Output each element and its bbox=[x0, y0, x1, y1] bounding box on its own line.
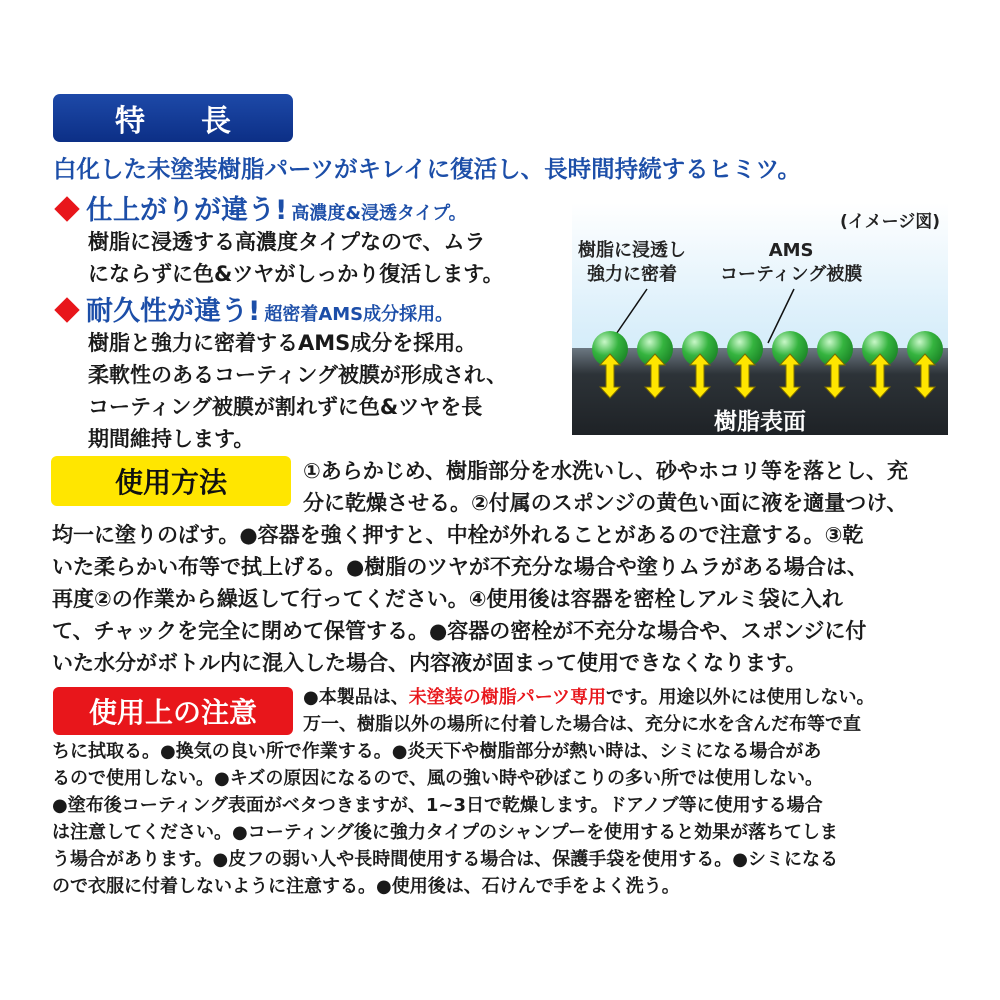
label-right-line: コーティング被膜 bbox=[720, 264, 863, 285]
double-arrow-icon bbox=[734, 353, 756, 399]
caution-badge: 使用上の注意 bbox=[53, 687, 293, 735]
usage-line: いた水分がボトル内に混入した場合、内容液が固まって使用できなくなります。 bbox=[52, 651, 807, 675]
point-2-subtitle: 超密着AMS成分採用。 bbox=[264, 304, 454, 325]
caution-first-line bbox=[303, 684, 875, 711]
caution-first-pre: ●本製品は、 bbox=[303, 687, 409, 708]
point-1-line: にならずに色&ツヤがしっかり復活します。 bbox=[88, 262, 504, 286]
label-left-line: 樹脂に浸透し bbox=[578, 240, 686, 261]
caution-line: う場合があります。●皮フの弱い人や長時間使用する場合は、保護手袋を使用する。●シミになる bbox=[52, 849, 838, 870]
label-right-line: AMS bbox=[768, 240, 814, 261]
tagline: 白化した未塗装樹脂パーツがキレイに復活し、長時間持続するヒミツ。 bbox=[53, 155, 802, 183]
point-1-heading bbox=[86, 188, 467, 227]
caution-line: は注意してください。●コーティング後に強力タイプのシャンプーを使用すると効果が落ちてしま bbox=[52, 822, 838, 843]
point-2-line: 樹脂と強力に密着するAMS成分を採用。 bbox=[88, 331, 477, 355]
usage-badge: 使用方法 bbox=[51, 456, 291, 506]
double-arrow-icon bbox=[914, 353, 936, 399]
point-2-line: 期間維持します。 bbox=[88, 427, 255, 451]
usage-line: て、チャックを完全に閉めて保管する。●容器の密栓が不充分な場合や、スポンジに付 bbox=[52, 619, 867, 643]
caution-first-post: です。用途以外には使用しない。 bbox=[606, 687, 875, 708]
double-arrow-icon bbox=[644, 353, 666, 399]
caution-highlight: 未塗装の樹脂パーツ専用 bbox=[408, 687, 606, 708]
point-1-body bbox=[88, 226, 504, 290]
double-arrow-icon bbox=[869, 353, 891, 399]
double-arrow-icon bbox=[689, 353, 711, 399]
point-2-line: 柔軟性のあるコーティング被膜が形成され、 bbox=[88, 363, 508, 387]
caution-line: 万一、樹脂以外の場所に付着した場合は、充分に水を含んだ布等で直 bbox=[303, 714, 861, 735]
caution-line: ちに拭取る。●換気の良い所で作業する。●炎天下や樹脂部分が熱い時は、シミになる場合があ bbox=[52, 741, 822, 762]
point-2-line: コーティング被膜が割れずに色&ツヤを長 bbox=[88, 395, 483, 419]
double-arrow-icon bbox=[599, 353, 621, 399]
point-1-subtitle: 高濃度&浸透タイプ。 bbox=[291, 203, 467, 224]
resin-surface-label: 樹脂表面 bbox=[714, 409, 806, 435]
caution-line: ●塗布後コーティング表面がベタつきますが、1~3日で乾燥します。ドアノブ等に使用する場合 bbox=[52, 795, 823, 816]
feature-badge: 特長 bbox=[53, 94, 293, 142]
usage-line: 分に乾燥させる。②付属のスポンジの黄色い面に液を適量つけ、 bbox=[303, 491, 908, 515]
double-arrow-icon bbox=[824, 353, 846, 399]
diamond-bullet-icon bbox=[54, 297, 79, 322]
point-2-heading bbox=[86, 289, 453, 328]
coating-illustration bbox=[572, 203, 948, 435]
point-2-body bbox=[88, 327, 507, 455]
usage-line: 再度②の作業から繰返して行ってください。④使用後は容器を密栓しアルミ袋に入れ bbox=[52, 587, 843, 611]
label-left-line: 強力に密着 bbox=[587, 264, 677, 285]
caution-line: ので衣服に付着しないように注意する。●使用後は、石けんで手をよく洗う。 bbox=[52, 876, 680, 897]
illustration-caption: (イメージ図) bbox=[839, 212, 940, 232]
caution-line: るので使用しない。●キズの原因になるので、風の強い時や砂ぼこりの多い所では使用しない。 bbox=[52, 768, 823, 789]
point-1-title: 仕上がりが違う! bbox=[86, 195, 288, 226]
usage-line: 均一に塗りのばす。●容器を強く押すと、中栓が外れることがあるので注意する。③乾 bbox=[52, 523, 864, 547]
usage-line: いた柔らかい布等で拭上げる。●樹脂のツヤが不充分な場合や塗りムラがある場合は、 bbox=[52, 555, 868, 579]
diamond-bullet-icon bbox=[54, 196, 79, 221]
usage-line: ①あらかじめ、樹脂部分を水洗いし、砂やホコリ等を落とし、充 bbox=[303, 459, 908, 483]
double-arrow-icon bbox=[779, 353, 801, 399]
point-2-title: 耐久性が違う! bbox=[86, 296, 261, 327]
point-1-line: 樹脂に浸透する高濃度タイプなので、ムラ bbox=[88, 230, 486, 254]
coating-particles bbox=[572, 203, 948, 435]
